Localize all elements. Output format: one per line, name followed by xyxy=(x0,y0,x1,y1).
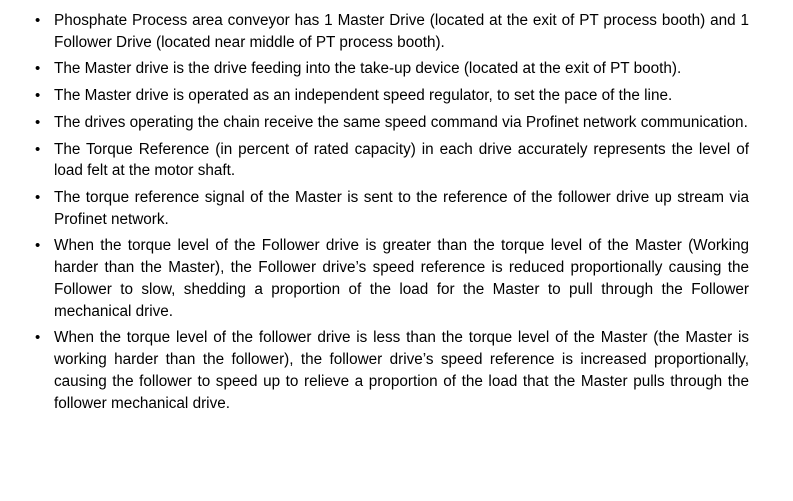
list-item-text: When the torque level of the Follower drive is greater than the torque level of the Master (Working harder than the Master), the Follower drive’s speed reference is reduced proportionally causing the Follower to slow, shedding a proportion of the load for the Master to pull through the Follower mechanical drive. xyxy=(54,237,749,320)
list-item-text: The drives operating the chain receive the same speed command via Profinet network communication. xyxy=(54,113,748,131)
list-item-text: When the torque level of the follower drive is less than the torque level of the Master (the Master is working harder than the follower), the follower drive’s speed reference is increased proportionally, causing the follower to speed up to relieve a proportion of the load that the Master pulls through the follower mechanical drive. xyxy=(54,329,749,412)
list-item xyxy=(10,139,749,182)
bullet-icon: • xyxy=(35,329,41,347)
bullet-icon: • xyxy=(35,140,41,158)
list-item-text: The torque reference signal of the Master is sent to the reference of the follower drive up stream via Profinet network. xyxy=(54,189,749,228)
list-item-text: The Master drive is the drive feeding into the take-up device (located at the exit of PT booth). xyxy=(54,60,682,78)
bullet-icon: • xyxy=(35,113,41,131)
bullet-icon: • xyxy=(35,237,41,255)
bullet-icon: • xyxy=(35,60,41,78)
bullet-list xyxy=(10,10,749,414)
list-item xyxy=(10,235,749,322)
list-item xyxy=(10,85,749,107)
list-item xyxy=(10,10,749,53)
list-item-text: The Torque Reference (in percent of rated capacity) in each drive accurately represents the level of load felt at the motor shaft. xyxy=(54,140,749,180)
bullet-icon: • xyxy=(35,12,41,29)
list-item xyxy=(10,187,749,230)
list-item xyxy=(10,58,749,80)
bullet-icon: • xyxy=(35,87,41,105)
list-item-text: Phosphate Process area conveyor has 1 Master Drive (located at the exit of PT process booth) and 1 Follower Drive (located near middle of PT process booth). xyxy=(54,12,749,51)
list-item-text: The Master drive is operated as an independent speed regulator, to set the pace of the line. xyxy=(54,87,673,105)
list-item xyxy=(10,112,749,134)
bullet-icon: • xyxy=(35,189,41,207)
list-item xyxy=(10,327,749,414)
